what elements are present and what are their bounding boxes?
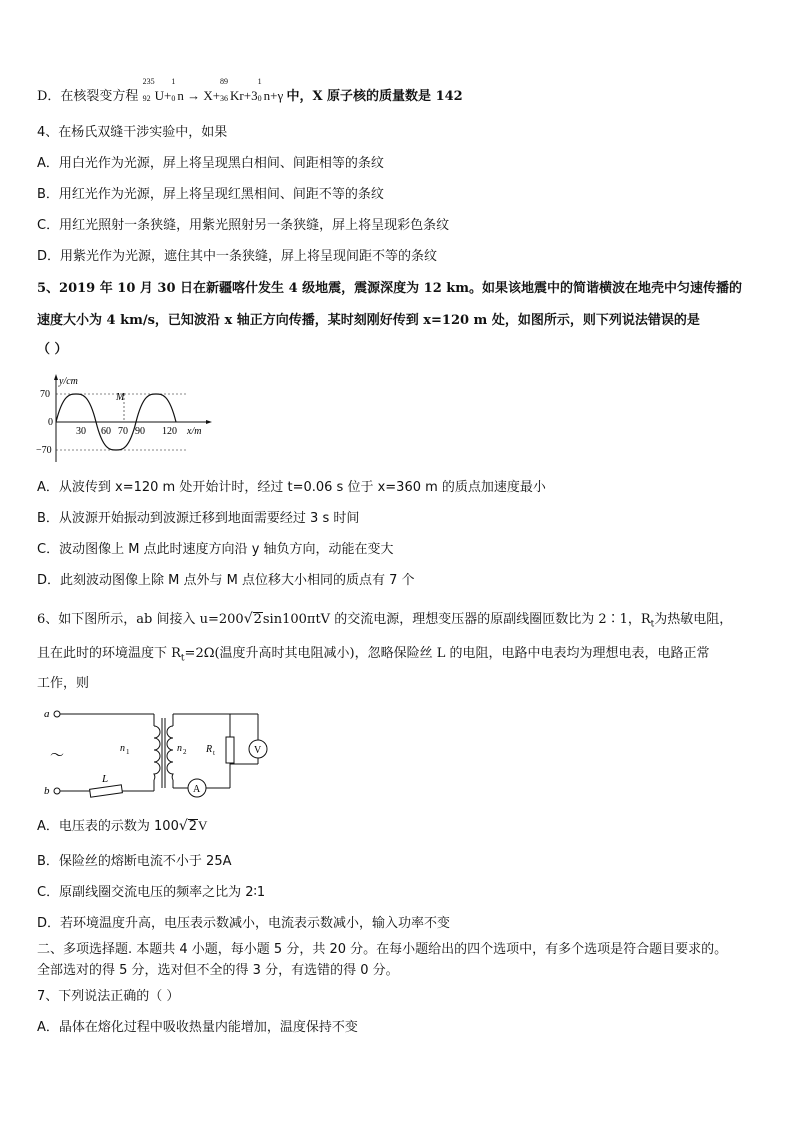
q5-option-d: D．此刻波动图像上除 M 点外与 M 点位移大小相同的质点有 7 个 <box>37 573 415 588</box>
fuse-symbol <box>90 785 123 797</box>
svg-text:M: M <box>116 392 125 403</box>
q6-option-a: A．电压表的示数为 100√2V <box>37 818 208 834</box>
q7-option-a: A．晶体在熔化过程中吸收热量内能增加，温度保持不变 <box>37 1020 358 1035</box>
svg-text:L: L <box>102 773 109 785</box>
q5-option-c: C．波动图像上 M 点此时速度方向沿 y 轴负方向，动能在变大 <box>37 542 394 557</box>
q6-stem-line3: 工作，则 <box>37 676 90 691</box>
q6-stem-line1: 6、如下图所示，ab 间接入 u=200√2sin100πtV 的交流电源，理想变压器的原副线圈匝数比为 2∶1，$R_t$为热敏电阻， <box>37 611 733 630</box>
svg-text:R: R <box>206 744 213 755</box>
wave-graph <box>36 372 216 468</box>
q4-option-b: B．用红光作为光源，屏上将呈现红黑相间、间距不等的条纹 <box>37 187 384 202</box>
q4-option-c: C．用红光照射一条狭缝，用紫光照射另一条狭缝，屏上将呈现彩色条纹 <box>37 218 450 233</box>
svg-text:A: A <box>193 784 201 795</box>
section2-instructions-line2: 全部选对的得 5 分，选对但不全的得 3 分，有选错的得 0 分。 <box>37 963 399 978</box>
q5-stem-line2: 速度大小为 4 km/s，已知波沿 x 轴正方向传播，某时刻刚好传到 x=120 m 处，如图所示，则下列说法错误的是 <box>37 313 700 328</box>
q5-stem-line1: 5、2019 年 10 月 30 日在新疆喀什发生 4 级地震，震源深度为 12 km。如果该地震中的简谐横波在地壳中匀速传播的 <box>37 281 743 296</box>
svg-text:90: 90 <box>135 426 145 437</box>
svg-text:30: 30 <box>76 426 86 437</box>
svg-text:～: ～ <box>50 749 64 764</box>
q5-option-a: A．从波传到 x=120 m 处开始计时，经过 t=0.06 s 位于 x=360 m 的质点加速度最小 <box>37 480 546 495</box>
svg-text:2: 2 <box>183 748 187 756</box>
q6-option-b: B．保险丝的熔断电流不小于 25A <box>37 854 232 869</box>
svg-text:a: a <box>44 708 50 720</box>
q7-stem: 7、下列说法正确的（ ） <box>37 989 180 1004</box>
q6-option-d: D．若环境温度升高，电压表示数减小，电流表示数减小，输入功率不变 <box>37 916 451 931</box>
section2-instructions-line1: 二、多项选择题. 本题共 4 小题，每小题 5 分，共 20 分。在每小题给出的四个选项中，有多个选项是符合题目要求的。 <box>37 942 728 957</box>
svg-text:60: 60 <box>101 426 111 437</box>
svg-text:n: n <box>120 743 125 754</box>
transformer-circuit <box>40 704 280 804</box>
svg-text:120: 120 <box>162 426 177 437</box>
thermistor-rt <box>226 737 234 763</box>
q4-option-a: A．用白光作为光源，屏上将呈现黑白相间、间距相等的条纹 <box>37 156 384 171</box>
q6-option-c: C．原副线圈交流电压的频率之比为 2∶1 <box>37 885 266 900</box>
q4-option-d: D．用紫光作为光源，遮住其中一条狭缝，屏上将呈现间距不等的条纹 <box>37 249 438 264</box>
svg-text:n: n <box>177 743 182 754</box>
svg-text:−70: −70 <box>36 445 52 456</box>
fission-equation: 235 92 U+ 1 0 n → X+ 89 36 Kr+3 1 0 n+γ <box>142 77 284 103</box>
q6-stem-line2: 且在此时的环境温度下 $R_t=2\Omega$(温度升高时其电阻减小)，忽略保险丝 L 的电阻，电路中电表均为理想电表，电路正常 <box>37 646 710 664</box>
q4-stem: 4、在杨氏双缝干涉实验中，如果 <box>37 125 228 140</box>
svg-text:1: 1 <box>126 748 130 756</box>
svg-text:V: V <box>254 745 262 756</box>
svg-text:0: 0 <box>48 417 53 428</box>
q5-option-b: B．从波源开始振动到波源迁移到地面需要经过 3 s 时间 <box>37 511 360 526</box>
q3-option-d: D．在核裂变方程 235 92 U+ 1 0 n → X+ 89 36 Kr+3 1 0 n+γ 中，X 原子核的质量数是 142 <box>37 77 463 104</box>
svg-text:x/m: x/m <box>187 426 202 437</box>
svg-text:b: b <box>44 785 50 797</box>
svg-text:70: 70 <box>118 426 128 437</box>
svg-text:70: 70 <box>40 389 50 400</box>
q5-stem-line3: （ ） <box>37 342 68 357</box>
svg-text:t: t <box>213 749 215 757</box>
svg-text:y/cm: y/cm <box>59 376 78 387</box>
